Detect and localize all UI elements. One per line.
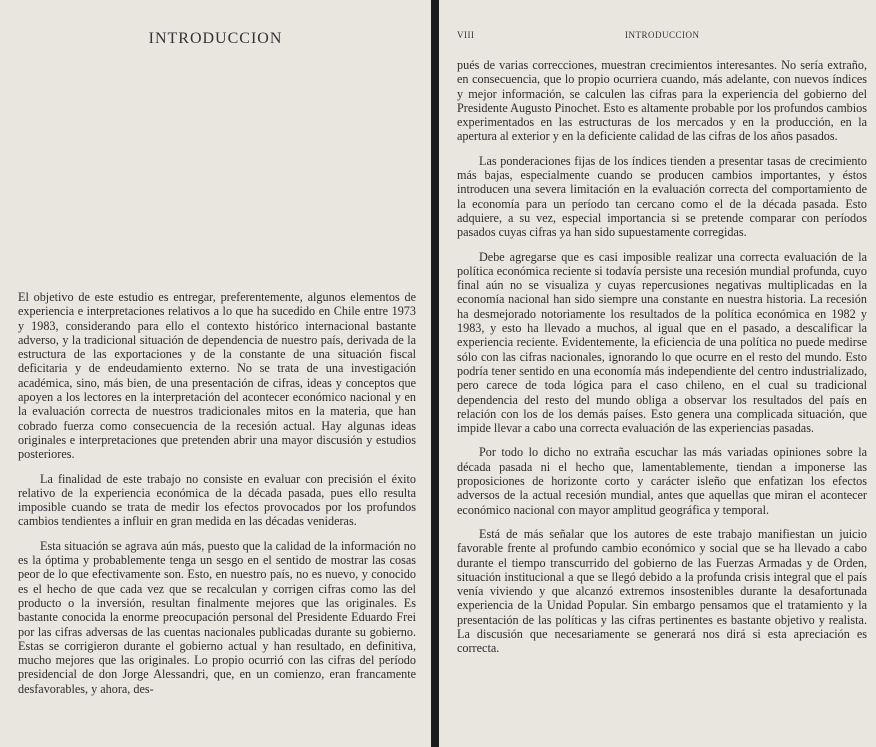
page-number: VIII	[457, 30, 475, 40]
paragraph: Debe agregarse que es casi imposible realizar una correcta evaluación de la política económica reciente si todavía persiste una recesión mundial profunda, cuyo final aún no se visualiza y cuyas repercusiones negativas multiplicadas en la economía nacional han sido siempre una constante en nuestra historia. La recesión ha desmejorado notoriamente los resultados de la política económica en 1982 y 1983, y esto ha llevado a muchos, al igual que en el pasado, a descalificar la experiencia reciente. Evidentemente, la eficiencia de una política no puede medirse sólo con las cifras nacionales, ignorando lo que ocurre en el resto del mundo. Esto podría tener sentido en una economía más independiente del centro industrializado, pero carece de toda lógica para el caso chileno, en el cual su tradicional dependencia del resto del mundo obliga a observar los resultados del país en relación con los de los demás países. Esto genera una complicada situación, que impide llevar a cabo una correcta evaluación de las experiencias pasadas.	[457, 249, 867, 436]
paragraph: pués de varias correcciones, muestran crecimientos interesantes. No sería extraño, en consecuencia, que lo propio ocurriera cuando, más adelante, con nuevos índices y mejor información, se calculen las cifras para la experiencia del gobierno del Presidente Augusto Pinochet. Esto es altamente probable por los profundos cambios experimentados en las estructuras de los mercados y en la producción, en la apertura al exterior y en la deficiente calidad de las cifras de los años pasados.	[457, 58, 867, 144]
paragraph: La finalidad de este trabajo no consiste en evaluar con precisión el éxito relativo de la experiencia económica de la década pasada, pues ello resulta imposible cuando se trata de medir los efectos provocados por los profundos cambios tendientes a influir en gran medida en las décadas venideras.	[18, 471, 416, 529]
paragraph: Está de más señalar que los autores de este trabajo manifiestan un juicio favorable frente al profundo cambio económico y social que se ha llevado a cabo durante el tiempo transcurrido del gobierno de las Fuerzas Armadas y de Orden, situación institucional a que se llegó debido a la profunda crisis integral que el país venía viviendo y que alcanzó extremos insostenibles durante la desafortunada experiencia de la Unidad Popular. Sin embargo pensamos que el tratamiento y la presentación de las políticas y las cifras pertinentes es bastante objetivo y realista. La discusión que necesariamente se generará nos dirá si esta apreciación es correcta.	[457, 526, 867, 656]
paragraph: Por todo lo dicho no extraña escuchar las más variadas opiniones sobre la década pasada ni el hecho que, lamentablemente, tiendan a imponerse las proposiciones de horizonte corto y carácter isleño que enfatizan los efectos adversos de la actual recesión mundial, antes que aquellas que miran el acontecer económico nacional con mayor amplitud geográfica y temporal.	[457, 445, 867, 517]
paragraph: Las ponderaciones fijas de los índices tienden a presentar tasas de crecimiento más bajas, especialmente cuando se producen cambios importantes, y éstos introducen una severa limitación en la evaluación correcta del comportamiento de la economía para un período tan cercano como el de la década pasada. Esto adquiere, a su vez, especial importancia si se pretende comparar con períodos pasados cuyas cifras ya han sido supuestamente corregidas.	[457, 153, 867, 240]
right-page	[439, 0, 876, 747]
chapter-title: INTRODUCCION	[148, 30, 283, 47]
running-title: INTRODUCCION	[625, 30, 700, 40]
paragraph: El objetivo de este estudio es entregar, preferentemente, algunos elementos de experiencia e interpretaciones relativos a lo que ha sucedido en Chile entre 1973 y 1983, considerando para ello el contexto histórico internacional bastante adverso, y la tradicional situación de dependencia de nuestro país, derivada de la estructura de las exportaciones y de la constante de una situación fiscal deficitaria y de endeudamiento externo. No se trata de una investigación académica, sino, más bien, de una presentación de cifras, ideas y conceptos que apoyen a los lectores en la interpretación del acontecer económico nacional y en la evaluación correcta de nuestros tradicionales mitos en la materia, que han cobrado fuerza como consecuencia de la recesión actual. Hay algunas ideas originales e interpretaciones que pretenden abrir una mayor discusión y estudios posteriores.	[18, 290, 416, 462]
left-page	[0, 0, 431, 747]
left-page-body	[18, 290, 416, 706]
right-page-body	[457, 58, 867, 666]
paragraph: Esta situación se agrava aún más, puesto que la calidad de la información no es la óptima y probablemente tenga un sesgo en el sentido de mostrar las cosas peor de lo que efectivamente son. Esto, en nuestro país, no es nuevo, y conocido es el hecho de que cada vez que se recalculan y corrigen cifras como las del producto o la inversión, resultan finalmente mejores que las originales. Es bastante conocida la enorme preocupación personal del Presidente Eduardo Frei por las cifras adversas de las cuentas nacionales publicadas durante su gobierno. Estas se corrigieron durante el gobierno actual y han resultado, en definitiva, mucho mejores que las originales. Lo propio ocurrió con las cifras del período presidencial de don Jorge Alessandri, que, en un comienzo, eran francamente desfavorables, y ahora, des-	[18, 538, 416, 696]
